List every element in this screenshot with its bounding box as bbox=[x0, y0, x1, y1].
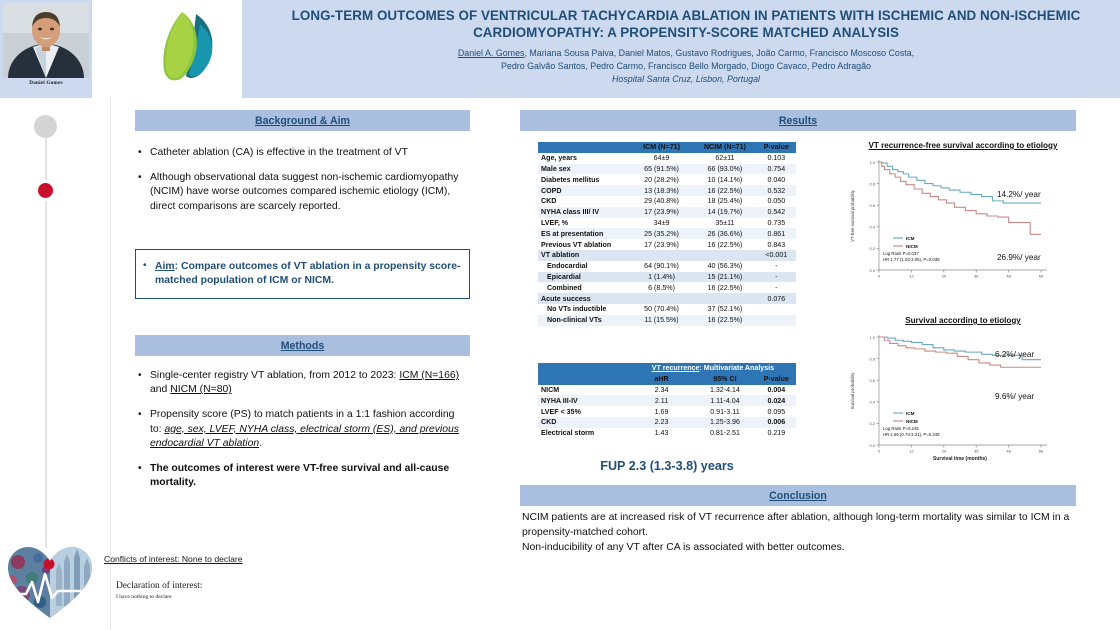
cell-icm: 17 (23.9%) bbox=[630, 207, 693, 218]
bullet-marker: • bbox=[138, 147, 142, 158]
cell-icm: 17 (23.9%) bbox=[644, 240, 679, 249]
cell-ncim: 62±11 bbox=[715, 154, 735, 163]
section-title-conclusion: Conclusion bbox=[769, 489, 827, 502]
row-label: NICM bbox=[541, 385, 560, 394]
section-header-background bbox=[135, 110, 470, 131]
author-photo bbox=[3, 3, 89, 78]
x-tick-label: 24 bbox=[941, 273, 947, 279]
cell-ahr: 1.69 bbox=[654, 407, 669, 416]
cell-pvalue: 0.076 bbox=[757, 293, 796, 304]
x-tick-label: 24 bbox=[941, 448, 947, 454]
row-label: Age, years bbox=[541, 154, 577, 163]
row-label: No VTs inductible bbox=[547, 305, 607, 314]
cell-icm: 25 (35.2%) bbox=[630, 228, 693, 239]
cell-pvalue: <0.001 bbox=[757, 250, 796, 261]
y-tick-label: 0.4 bbox=[869, 399, 875, 405]
table-row bbox=[538, 207, 796, 218]
author-photo-image bbox=[3, 3, 89, 78]
mv-col-ahr: aHR bbox=[630, 374, 693, 385]
baseline-col-ncim: NCIM (N=71) bbox=[693, 142, 756, 153]
baseline-col-icm: ICM (N=71) bbox=[630, 142, 693, 153]
y-tick-label: 0.0 bbox=[869, 442, 875, 448]
row-label: NYHA class III/ IV bbox=[538, 207, 630, 218]
row-label: CKD bbox=[541, 197, 557, 206]
baseline-col-pvalue: P-value bbox=[757, 142, 796, 153]
baseline-header-row bbox=[538, 142, 796, 153]
y-tick-label: 0.8 bbox=[869, 356, 875, 362]
x-tick-label: 60 bbox=[1038, 448, 1044, 454]
cell-icm bbox=[630, 293, 693, 304]
baseline-table-head bbox=[538, 142, 796, 153]
leaf-logo-icon bbox=[134, 0, 242, 98]
row-label: Combined bbox=[547, 283, 582, 292]
table-row bbox=[538, 196, 796, 207]
mv-title-spacer bbox=[538, 363, 630, 374]
cell-ncim: 14 (19.7%) bbox=[693, 207, 756, 218]
cell-icm: 11 (15.5%) bbox=[630, 315, 693, 326]
mv-table-body bbox=[538, 385, 796, 439]
cell-pvalue: 0.861 bbox=[757, 228, 796, 239]
cell-pvalue: - bbox=[775, 262, 778, 271]
y-tick-label: 1.0 bbox=[869, 159, 875, 165]
cell-pvalue: 0.103 bbox=[767, 154, 786, 163]
conclusion-line-3: Non-inducibility of any VT after CA is associated with better outcomes. bbox=[522, 542, 845, 553]
lead-author: Daniel A. Gomes bbox=[457, 48, 525, 58]
table-row bbox=[538, 315, 796, 326]
row-label: Endocardial bbox=[547, 262, 588, 271]
cell-icm: 50 (70.4%) bbox=[644, 305, 679, 314]
cell-pvalue: 0.004 bbox=[767, 385, 786, 394]
cell-icm: 29 (40.8%) bbox=[644, 197, 679, 206]
cell-pvalue: - bbox=[775, 283, 778, 292]
mv-col-0 bbox=[538, 374, 630, 385]
methods-outcomes-text: The outcomes of interest were VT-free survival and all-cause mortality. bbox=[150, 463, 450, 489]
x-tick-label: 60 bbox=[1038, 273, 1044, 279]
x-axis-label: Survival time (months) bbox=[933, 456, 987, 462]
y-tick-label: 0.8 bbox=[869, 181, 875, 187]
row-label: Electrical storm bbox=[541, 429, 595, 438]
baseline-characteristics-table bbox=[538, 142, 796, 326]
annotation-1: 6.2%/ year bbox=[995, 350, 1035, 359]
bullet-marker: • bbox=[143, 259, 147, 271]
bullet-marker: • bbox=[138, 172, 142, 184]
bullet-marker: • bbox=[138, 409, 142, 421]
title-block bbox=[262, 7, 1110, 84]
cell-pvalue: 0.095 bbox=[767, 407, 786, 416]
cell-ncim: 26 (36.6%) bbox=[693, 228, 756, 239]
x-tick-label: 0 bbox=[877, 273, 881, 279]
section-header-methods bbox=[135, 335, 470, 356]
cell-ncim: 16 (22.5%) bbox=[693, 315, 756, 326]
cell-ncim: 18 (25.4%) bbox=[707, 197, 743, 206]
background-bullet-2 bbox=[138, 171, 468, 214]
cell-ci: 1.11-4.04 bbox=[693, 395, 756, 406]
cell-ncim: 15 (21.1%) bbox=[693, 272, 756, 283]
x-tick-label: 48 bbox=[1006, 448, 1011, 454]
cell-pvalue bbox=[757, 315, 796, 326]
x-tick-label: 36 bbox=[973, 273, 979, 279]
baseline-table-body bbox=[538, 153, 796, 326]
table-row bbox=[538, 174, 796, 185]
cell-pvalue bbox=[757, 304, 796, 315]
cell-ahr: 2.11 bbox=[630, 395, 693, 406]
table-row bbox=[538, 272, 796, 283]
cell-icm: 34±9 bbox=[653, 218, 670, 227]
methods-b1-mid: and bbox=[150, 384, 171, 396]
timeline-dot-red bbox=[38, 183, 53, 198]
page-title: LONG-TERM OUTCOMES OF VENTRICULAR TACHYCARDIA ABLATION IN PATIENTS WITH ISCHEMIC AND NON-ISCHEMIC CARDIOMYOPATHY: A PROPENSITY-SCORE MATCHED ANALYSIS bbox=[291, 8, 1081, 40]
table-row bbox=[538, 304, 796, 315]
y-axis-label: VT-free survival probability bbox=[850, 190, 855, 242]
cell-ci: 0.91-3.11 bbox=[710, 407, 740, 416]
table-row bbox=[538, 239, 796, 250]
methods-ps-variables: age, sex, LVEF, NYHA class, electrical storm (ES), and previous endocardial VT ablation bbox=[150, 423, 459, 449]
mv-col-pvalue: P-value bbox=[757, 374, 796, 385]
chart-vt-recurrence-free-survival bbox=[845, 152, 1077, 309]
table-row bbox=[538, 228, 796, 239]
cell-pvalue: 0.754 bbox=[757, 164, 796, 175]
x-tick-label: 36 bbox=[973, 448, 979, 454]
mv-title-rest: : Multivariate Analysis bbox=[699, 364, 775, 373]
table-row bbox=[538, 282, 796, 293]
table-row bbox=[538, 164, 796, 175]
methods-bullet-1 bbox=[138, 369, 468, 397]
cell-icm bbox=[630, 250, 693, 261]
cell-icm: 20 (28.2%) bbox=[644, 175, 679, 184]
table-row bbox=[538, 417, 796, 428]
methods-bullet-2 bbox=[138, 408, 468, 451]
stats-hazard-ratio: HR 1.77 (1.03-3.05), P=0.039 bbox=[883, 257, 940, 262]
y-tick-label: 0.6 bbox=[869, 378, 875, 383]
chart-1-title: VT recurrence-free survival according to etiology bbox=[868, 141, 1058, 150]
y-tick-label: 0.2 bbox=[869, 421, 875, 427]
section-title-methods: Methods bbox=[280, 339, 325, 352]
cell-ahr: 1.43 bbox=[654, 429, 669, 438]
row-label: LVEF < 35% bbox=[541, 407, 581, 416]
row-label: LVEF, % bbox=[541, 218, 569, 227]
author-list bbox=[262, 47, 1110, 72]
row-label: COPD bbox=[538, 185, 630, 196]
methods-bullet-2-text bbox=[150, 408, 468, 451]
stats-logrank: Log Rank P=0.037 bbox=[883, 251, 919, 256]
cell-pvalue: 0.024 bbox=[757, 395, 796, 406]
legend-label-nicm: NICM bbox=[906, 243, 918, 249]
cell-icm: 64±9 bbox=[653, 154, 670, 163]
declaration-title: Declaration of interest: bbox=[116, 581, 203, 591]
cell-icm: 6 (8.5%) bbox=[648, 283, 675, 292]
cell-ncim: 37 (52.1%) bbox=[707, 305, 743, 314]
section-header-results bbox=[520, 110, 1076, 131]
stats-logrank: Log Rank P=0.245 bbox=[883, 426, 919, 431]
cell-ncim: 16 (22.5%) bbox=[707, 283, 743, 292]
table-row bbox=[538, 250, 796, 261]
background-bullets bbox=[138, 146, 468, 225]
legend-label-icm: ICM bbox=[906, 410, 915, 416]
congress-heart-logo bbox=[2, 536, 98, 622]
aim-label: Aim bbox=[155, 260, 175, 272]
follow-up-duration: FUP 2.3 (1.3-3.8) years bbox=[600, 459, 734, 473]
methods-nicm-count: NICM (N=80) bbox=[170, 384, 232, 396]
cell-ncim bbox=[693, 293, 756, 304]
cell-icm: 65 (91.5%) bbox=[630, 164, 693, 175]
row-label: VT ablation bbox=[538, 250, 630, 261]
table-row bbox=[538, 185, 796, 196]
authors-line2: Pedro Galvão Santos, Pedro Carmo, Francisco Bello Morgado, Diogo Cavaco, Pedro Adragão bbox=[501, 60, 871, 71]
cell-pvalue: 0.843 bbox=[767, 240, 786, 249]
x-tick-label: 12 bbox=[909, 273, 914, 279]
header-gap-right bbox=[242, 0, 260, 98]
section-title-background: Background & Aim bbox=[255, 114, 350, 127]
section-header-conclusion bbox=[520, 485, 1076, 506]
conclusion-line-2: similar to ICM in a propensity-matched cohort. bbox=[522, 512, 1070, 538]
x-tick-label: 0 bbox=[877, 448, 881, 454]
row-label: ES at presentation bbox=[538, 228, 630, 239]
table-row bbox=[538, 218, 796, 229]
cell-pvalue: 0.040 bbox=[767, 175, 786, 184]
cell-icm: 1 (1.4%) bbox=[630, 272, 693, 283]
y-tick-label: 1.0 bbox=[869, 334, 875, 340]
table-row bbox=[538, 428, 796, 439]
x-tick-label: 12 bbox=[909, 448, 914, 454]
background-bullet-1-text: Catheter ablation (CA) is effective in the treatment of VT bbox=[150, 147, 408, 158]
bullet-marker: • bbox=[138, 370, 142, 381]
table-row bbox=[538, 261, 796, 272]
row-label: Previous VT ablation bbox=[541, 240, 612, 249]
heart-icon bbox=[2, 536, 98, 622]
mv-table-title bbox=[630, 363, 796, 374]
cell-pvalue: 0.542 bbox=[757, 207, 796, 218]
annotation-2: 9.6%/ year bbox=[995, 392, 1035, 401]
cell-ahr: 2.23 bbox=[630, 417, 693, 428]
cell-pvalue: 0.050 bbox=[767, 197, 786, 206]
methods-b2-pre: Propensity score (PS) to match patients in a 1:1 fashion according to: bbox=[150, 409, 455, 435]
methods-icm-count: ICM (N=166) bbox=[399, 370, 460, 381]
row-label: Male sex bbox=[538, 164, 630, 175]
table-row bbox=[538, 395, 796, 406]
methods-b2-post: . bbox=[259, 437, 263, 449]
cell-ci: 0.81-2.51 bbox=[709, 429, 740, 438]
table-row bbox=[538, 153, 796, 164]
chart-survival-according-to-etiology bbox=[845, 327, 1077, 484]
cell-pvalue: - bbox=[757, 272, 796, 283]
background-bullet-2-text: Although observational data suggest non-ischemic cardiomyopathy (NCIM) have worse outcomes compared ischemic etiology (ICM), direct comparisons are scarcely reported. bbox=[150, 172, 459, 212]
bullet-marker: • bbox=[138, 463, 142, 475]
cell-icm: 64 (90.1%) bbox=[644, 262, 679, 271]
y-tick-label: 0.2 bbox=[869, 246, 875, 252]
cell-pvalue: 0.219 bbox=[767, 429, 786, 438]
y-tick-label: 0.4 bbox=[869, 224, 875, 230]
cell-ncim bbox=[693, 250, 756, 261]
methods-bullet-1-text bbox=[150, 369, 468, 397]
baseline-col-0 bbox=[538, 142, 630, 153]
cell-pvalue: 0.735 bbox=[767, 218, 786, 227]
institution-logo bbox=[134, 0, 242, 98]
cell-pvalue: 0.532 bbox=[757, 185, 796, 196]
mv-col-ci: 95% CI bbox=[693, 374, 756, 385]
row-label: Non-clinical VTs bbox=[538, 315, 630, 326]
legend-label-icm: ICM bbox=[906, 235, 915, 241]
cell-ncim: 35±11 bbox=[715, 218, 735, 227]
authors-rest: , Mariana Sousa Paiva, Daniel Matos, Gustavo Rodrigues, João Carmo, Francisco Moscoso Costa, bbox=[524, 48, 915, 58]
row-label: Acute success bbox=[538, 293, 630, 304]
cell-pvalue: 0.006 bbox=[757, 417, 796, 428]
legend-label-nicm: NICM bbox=[906, 418, 918, 424]
mv-title-underlined: VT recurrence bbox=[651, 364, 700, 373]
methods-bullet-3 bbox=[138, 462, 468, 490]
y-tick-label: 0.6 bbox=[869, 203, 875, 208]
conclusion-text bbox=[522, 510, 1080, 555]
conclusion-line-1: NCIM patients are at increased risk of VT recurrence after ablation, although long-term mortality was bbox=[522, 512, 984, 523]
cell-ncim: 16 (22.5%) bbox=[693, 185, 756, 196]
affiliation: Hospital Santa Cruz, Lisbon, Portugal bbox=[612, 74, 760, 84]
cell-ncim: 40 (56.3%) bbox=[707, 262, 743, 271]
multivariate-analysis-table bbox=[538, 363, 796, 439]
chart-2-title: Survival according to etiology bbox=[905, 316, 1021, 325]
chart-background bbox=[845, 152, 1077, 304]
table-row bbox=[538, 293, 796, 304]
cell-icm: 13 (18.3%) bbox=[630, 185, 693, 196]
table-row bbox=[538, 385, 796, 396]
row-label: CKD bbox=[538, 417, 630, 428]
conflicts-of-interest: Conflicts of interest: None to declare bbox=[104, 554, 243, 564]
section-title-results: Results bbox=[778, 114, 818, 127]
methods-bullets bbox=[138, 369, 468, 501]
x-tick-label: 48 bbox=[1006, 273, 1011, 279]
annotation-1: 14.2%/ year bbox=[997, 190, 1041, 199]
header-gap-left bbox=[92, 0, 134, 98]
stats-hazard-ratio: HR 1.56 (0.73-3.31), P=0.249 bbox=[883, 432, 940, 437]
cell-ci: 1.32-4.14 bbox=[709, 385, 740, 394]
row-label: Epicardial bbox=[538, 272, 630, 283]
mv-table-head bbox=[538, 363, 796, 385]
aim-text bbox=[155, 260, 462, 289]
cell-ncim: 16 (22.5%) bbox=[707, 240, 743, 249]
timeline-dot-gray bbox=[34, 115, 57, 138]
table-row bbox=[538, 406, 796, 417]
cell-ncim: 66 (93.0%) bbox=[693, 164, 756, 175]
row-label: Diabetes mellitus bbox=[541, 175, 600, 184]
aim-callout-box bbox=[135, 249, 470, 299]
row-label: NYHA III-IV bbox=[538, 395, 630, 406]
author-photo-caption: Daniel Gomes bbox=[29, 80, 63, 86]
y-axis-label: Survival probability bbox=[850, 372, 855, 410]
column-divider bbox=[110, 98, 111, 630]
background-bullet-1 bbox=[138, 146, 468, 160]
methods-b1-pre: Single-center registry VT ablation, from 2012 to 2023: bbox=[150, 370, 400, 381]
y-tick-label: 0.0 bbox=[869, 267, 875, 273]
mv-header-row bbox=[538, 374, 796, 385]
declaration-subtext: I have nothing to declare bbox=[116, 594, 172, 600]
cell-ci: 1.25-3.96 bbox=[693, 417, 756, 428]
annotation-2: 26.9%/ year bbox=[997, 253, 1041, 262]
mv-title-row bbox=[538, 363, 796, 374]
cell-ncim: 10 (14.1%) bbox=[707, 175, 743, 184]
cell-ahr: 2.34 bbox=[654, 385, 669, 394]
aim-body: : Compare outcomes of VT ablation in a propensity score-matched population of ICM or NICM. bbox=[155, 260, 461, 286]
